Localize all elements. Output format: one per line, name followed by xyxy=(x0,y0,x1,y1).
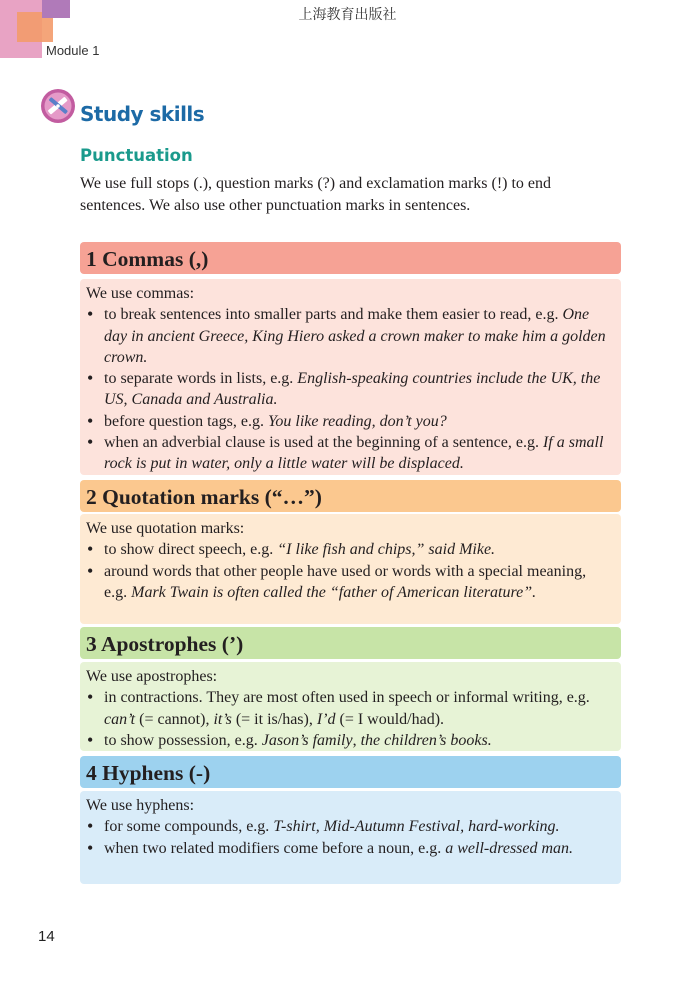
publisher-name: 上海教育出版社 xyxy=(298,7,397,23)
page-number: 14 xyxy=(38,928,55,945)
list-item: • to show direct speech, e.g. “I like fish and chips,” said Mike. xyxy=(86,539,611,560)
list-item: • to show possession, e.g. Jason’s family, the children’s books. xyxy=(86,730,611,751)
hyphens-heading-bar xyxy=(80,756,621,788)
pen-and-ruler-icon xyxy=(40,88,76,124)
quotes-heading: 2 Quotation marks (“…”) xyxy=(86,485,322,509)
hyphens-lead: We use hyphens: xyxy=(86,797,195,814)
list-item: • when an adverbial clause is used at the beginning of a sentence, e.g. If a small rock is put in water, only a little water will be displaced. xyxy=(86,432,611,475)
commas-box xyxy=(80,279,621,475)
list-item: • around words that other people have used or words with a special meaning, e.g. Mark Twain is often called the “father of American literature”. xyxy=(86,561,611,604)
hyphens-heading: 4 Hyphens (-) xyxy=(86,761,211,785)
quotes-heading-bar xyxy=(80,480,621,512)
commas-heading-bar xyxy=(80,242,621,274)
list-item: • in contractions. They are most often used in speech or informal writing, e.g. can’t (= cannot), it’s (= it is/has), I’d (= I would/had). xyxy=(86,687,611,730)
quotes-lead: We use quotation marks: xyxy=(86,520,245,537)
hyphens-box xyxy=(80,791,621,884)
apostrophes-heading: 3 Apostrophes (’) xyxy=(86,632,244,656)
list-item: • when two related modifiers come before a noun, e.g. a well-dressed man. xyxy=(86,838,611,859)
list-item: • to break sentences into smaller parts and make them easier to read, e.g. One day in ancient Greece, King Hiero asked a crown maker to make him a golden crown. xyxy=(86,304,611,368)
list-item: • for some compounds, e.g. T-shirt, Mid-Autumn Festival, hard-working. xyxy=(86,816,611,837)
commas-lead: We use commas: xyxy=(86,285,195,302)
intro-paragraph: We use full stops (.), question marks (?) and exclamation marks (!) to end sentences. We also use other punctuation marks in sentences. xyxy=(80,175,552,214)
quotes-box xyxy=(80,514,621,624)
section-title: Study skills xyxy=(80,102,205,126)
apostrophes-heading-bar xyxy=(80,627,621,659)
section-subheading: Punctuation xyxy=(80,146,193,165)
module-label: Module 1 xyxy=(46,43,100,58)
apostrophes-box xyxy=(80,662,621,751)
commas-heading: 1 Commas (,) xyxy=(86,247,209,271)
list-item: • before question tags, e.g. You like reading, don’t you? xyxy=(86,411,611,432)
list-item: • to separate words in lists, e.g. English-speaking countries include the UK, the US, Canada and Australia. xyxy=(86,368,611,411)
apostrophes-lead: We use apostrophes: xyxy=(86,668,218,685)
